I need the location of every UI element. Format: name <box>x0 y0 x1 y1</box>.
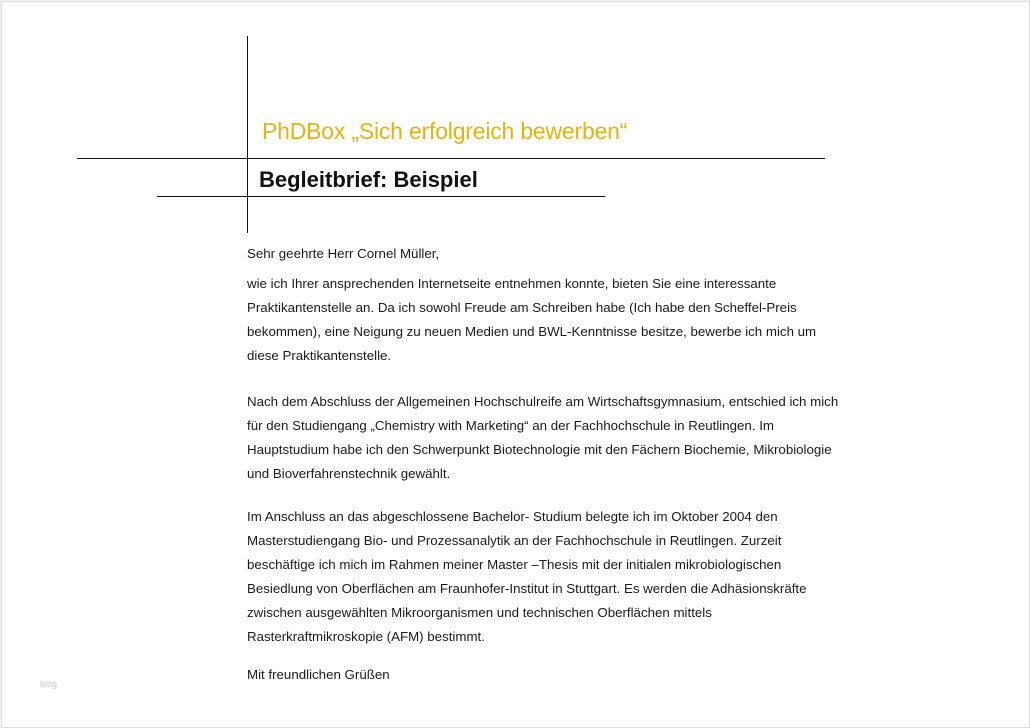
closing: Mit freundlichen Grüßen <box>247 667 390 682</box>
paragraph-1-line: Praktikantenstelle an. Da ich sowohl Freude am Schreiben habe (Ich habe den Scheffel-Preis <box>247 300 797 315</box>
vertical-rule <box>247 36 248 233</box>
paragraph-3-line: Rasterkraftmikroskopie (AFM) bestimmt. <box>247 629 485 644</box>
paragraph-1-line: wie ich Ihrer ansprechenden Internetseite entnehmen konnte, bieten Sie eine interessante <box>247 276 777 291</box>
watermark: blog <box>40 679 58 689</box>
paragraph-3-line: Masterstudiengang Bio- und Prozessanalytik an der Fachhochschule in Reutlingen. Zurzeit <box>247 533 782 548</box>
paragraph-3-line: Besiedlung von Oberflächen am Fraunhofer-Institut in Stuttgart. Es werden die Adhäsionskräfte <box>247 581 807 596</box>
paragraph-1-line: diese Praktikantenstelle. <box>247 348 392 363</box>
paragraph-2-line: Hauptstudium habe ich den Schwerpunkt Biotechnologie mit den Fächern Biochemie, Mikrobiologie <box>247 442 832 457</box>
salutation: Sehr geehrte Herr Cornel Müller, <box>247 246 440 261</box>
paragraph-3-line: beschäftige ich mich im Rahmen meiner Master –Thesis mit der initialen mikrobiologischen <box>247 557 782 572</box>
paragraph-2-line: für den Studiengang „Chemistry with Marketing“ an der Fachhochschule in Reutlingen. Im <box>247 418 774 433</box>
paragraph-1-line: bekommen), eine Neigung zu neuen Medien und BWL-Kenntnisse besitze, bewerbe ich mich um <box>247 324 817 339</box>
horizontal-rule-bottom <box>157 196 605 197</box>
paragraph-2 <box>247 390 838 486</box>
document-page <box>1 1 1030 728</box>
paragraph-3-line: zwischen ausgewählten Mikroorganismen und technischen Oberflächen mittels <box>247 605 712 620</box>
paragraph-2-line: Nach dem Abschluss der Allgemeinen Hochschulreife am Wirtschaftsgymnasium, entschied ich mich <box>247 394 839 409</box>
paragraph-3 <box>247 505 807 649</box>
paragraph-3-line: Im Anschluss an das abgeschlossene Bachelor- Studium belegte ich im Oktober 2004 den <box>247 509 778 524</box>
horizontal-rule-top <box>77 158 825 159</box>
document-subtitle: Begleitbrief: Beispiel <box>259 167 478 192</box>
document-title: PhDBox „Sich erfolgreich bewerben“ <box>262 118 628 144</box>
paragraph-2-line: und Bioverfahrenstechnik gewählt. <box>247 466 451 481</box>
paragraph-1 <box>247 272 816 368</box>
